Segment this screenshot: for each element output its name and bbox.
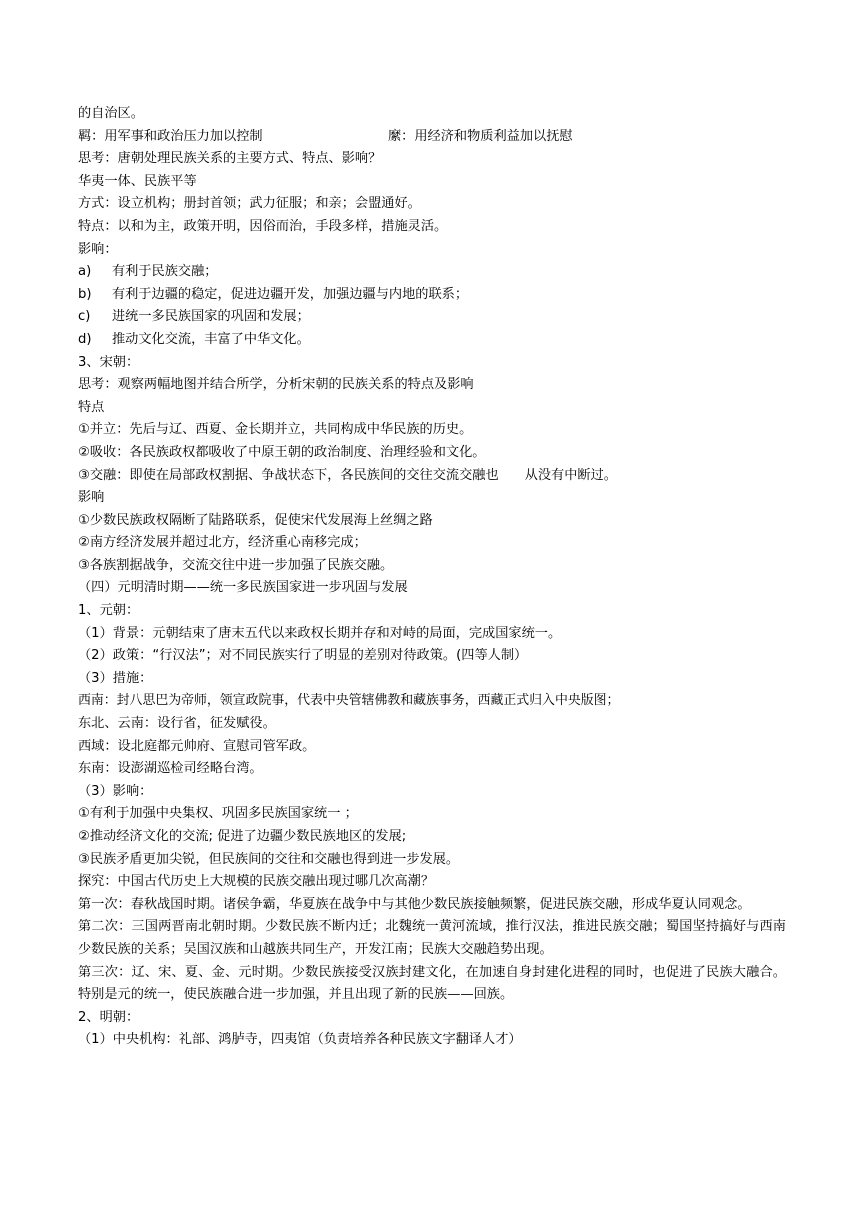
text-line: （3）影响：	[78, 783, 153, 799]
document-page	[78, 103, 786, 1052]
jimi-mi-definition: 縻：用经济和物质利益加以抚慰	[388, 128, 573, 144]
section-heading: 2、明朝：	[78, 1009, 140, 1025]
list-marker: c)	[78, 309, 91, 325]
text-line: 西域：设北庭都元帅府、宣慰司管军政。	[78, 738, 316, 754]
jimi-ji-definition: 羁：用军事和政治压力加以控制	[78, 128, 263, 144]
text-segment: ③交融：即使在局部政权割据、争战状态下，各民族间的交往交流交融也	[78, 467, 499, 483]
text-line: 东南：设澎湖巡检司经略台湾。	[78, 761, 263, 777]
text-line: 思考：唐朝处理民族关系的主要方式、特点、影响？	[78, 151, 382, 167]
list-item-text: 推动文化交流，丰富了中华文化。	[112, 331, 310, 347]
text-line: 影响：	[78, 241, 118, 257]
text-line: 西南：封八思巴为帝师，领宣政院事，代表中央管辖佛教和藏族事务，西藏正式归入中央版图；	[78, 693, 620, 709]
section-heading: 3、宋朝：	[78, 354, 140, 370]
text-line: 特点：以和为主，政策开明，因俗而治，手段多样，措施灵活。	[78, 218, 448, 234]
list-item-text: 进统一多民族国家的巩固和发展；	[112, 309, 310, 325]
text-line: 方式：设立机构；册封首领；武力征服；和亲；会盟通好。	[78, 196, 421, 212]
list-item	[78, 284, 786, 307]
text-line: 探究：中国古代历史上大规模的民族交融出现过哪几次高潮？	[78, 874, 435, 890]
text-line: （3）措施：	[78, 670, 153, 686]
list-item	[78, 329, 786, 352]
list-marker: a)	[78, 264, 92, 280]
section-heading: （四）元明清时期——统一多民族国家进一步巩固与发展	[78, 580, 408, 596]
text-line: ③各族割据战争，交流交往中进一步加强了民族交融。	[78, 557, 394, 573]
section-heading: 1、元朝：	[78, 603, 140, 619]
list-item-text: 有利于边疆的稳定，促进边疆开发，加强边疆与内地的联系；	[112, 286, 469, 302]
list-item	[78, 261, 786, 284]
text-line: （1）背景：元朝结束了唐末五代以来政权长期并存和对峙的局面，完成国家统一。	[78, 625, 562, 641]
paragraph: 第三次：辽、宋、夏、金、元时期。少数民族接受汉族封建文化，在加速自身封建化进程的同时，也促进了民族大融合。特别是元的统一，使民族融合进一步加强，并且出现了新的民族——回族。	[78, 964, 786, 1003]
text-segment: 从没有中断过。	[524, 467, 617, 483]
text-line: ③民族矛盾更加尖锐，但民族间的交往和交融也得到进一步发展。	[78, 851, 460, 867]
list-marker: b)	[78, 286, 92, 302]
text-line: 思考：观察两幅地图并结合所学，分析宋朝的民族关系的特点及影响	[78, 377, 474, 393]
text-line: ①少数民族政权隔断了陆路联系，促使宋代发展海上丝绸之路	[78, 512, 433, 528]
text-line: ①有利于加强中央集权、巩固多民族国家统一 ；	[78, 806, 358, 822]
text-line: 华夷一体、民族平等	[78, 173, 197, 189]
list-item-text: 有利于民族交融；	[112, 264, 218, 280]
text-line: 影响	[78, 490, 105, 506]
text-line: ②南方经济发展并超过北方，经济重心南移完成；	[78, 535, 367, 551]
text-line: ②吸收：各民族政权都吸收了中原王朝的政治制度、治理经验和文化。	[78, 444, 486, 460]
text-line: ①并立：先后与辽、西夏、金长期并立，共同构成中华民族的历史。	[78, 422, 473, 438]
text-line: （2）政策：“行汉法”；对不同民族实行了明显的差别对待政策。(四等人制）	[78, 648, 528, 664]
list-marker: d)	[78, 331, 92, 347]
text-line: 东北、云南：设行省，征发赋役。	[78, 716, 276, 732]
paragraph: 第一次：春秋战国时期。诸侯争霸，华夏族在战争中与其他少数民族接触频繁，促进民族交融，形成华夏认同观念。	[78, 896, 751, 912]
paragraph: 第二次：三国两晋南北朝时期。少数民族不断内迁；北魏统一黄河流域，推行汉法，推进民族交融；蜀国坚持搞好与西南少数民族的关系；吴国汉族和山越族共同生产，开发江南；民族大交融趋势出现。	[78, 919, 786, 957]
text-line: 的自治区。	[78, 106, 144, 121]
text-line: （1）中央机构：礼部、鸿胪寺，四夷馆（负责培养各种民族文字翻译人才）	[78, 1032, 522, 1048]
text-line	[78, 126, 786, 149]
text-line: ②推动经济文化的交流; 促进了边疆少数民族地区的发展;	[78, 829, 407, 844]
text-line: 特点	[78, 399, 105, 415]
list-item	[78, 306, 786, 329]
text-line	[78, 465, 786, 488]
